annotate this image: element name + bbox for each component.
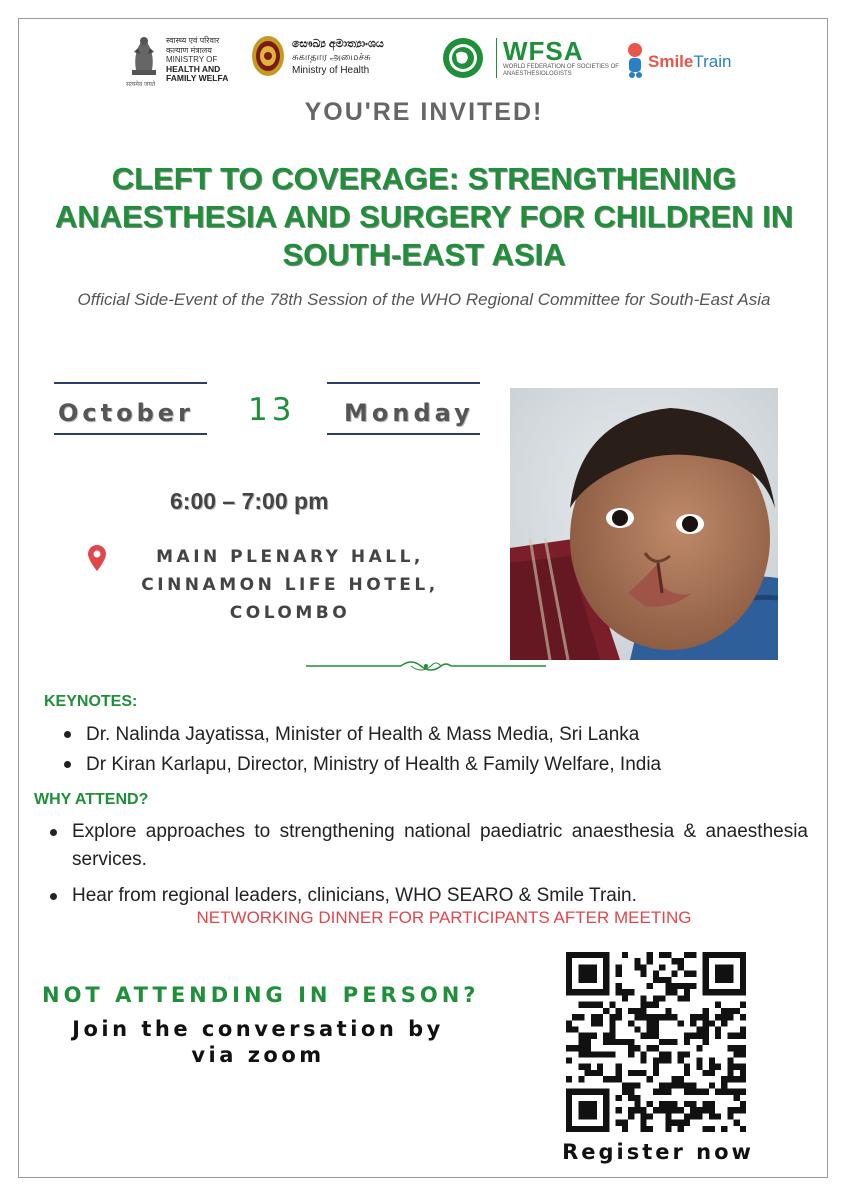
smile-train-smile: Smile [648, 52, 694, 71]
keynotes-heading: KEYNOTES: [44, 693, 138, 710]
event-day: 13 [248, 392, 296, 428]
event-title: CLEFT TO COVERAGE: STRENGTHENING ANAESTHESIA AND SURGERY FOR CHILDREN IN SOUTH-EAST ASIA [54, 161, 794, 272]
venue-line3: COLOMBO [229, 603, 351, 623]
ornamental-divider [306, 658, 546, 674]
networking-note: NETWORKING DINNER FOR PARTICIPANTS AFTER MEETING [196, 908, 692, 927]
date-rule-bottom-left [54, 433, 207, 435]
smile-train-logo-text [648, 52, 731, 72]
india-emblem-icon [128, 32, 160, 80]
wfsa-globe-icon [438, 36, 488, 80]
list-item: Explore approaches to strengthening national paediatric anaesthesia & anaesthesia services. [44, 818, 808, 874]
location-pin-icon [88, 545, 106, 571]
sri-lanka-english: Ministry of Health [292, 65, 370, 76]
event-time: 6:00 – 7:00 pm [170, 488, 329, 514]
keynotes-list [58, 720, 661, 780]
list-item: Dr Kiran Karlapu, Director, Ministry of Health & Family Welfare, India [58, 750, 661, 780]
sri-lanka-tamil: சுகாதார அமைச்சு [292, 52, 371, 63]
india-ministry-line2: HEALTH AND [166, 63, 221, 74]
india-emblem-motto: सत्यमेव जयते [126, 82, 156, 88]
register-now-label[interactable]: Register now [562, 1140, 754, 1164]
date-rule-top-left [54, 382, 207, 384]
india-ministry-line3: FAMILY WELFA [166, 73, 229, 83]
qr-finder-pattern [566, 952, 609, 995]
wfsa-logo-text [496, 38, 619, 78]
sri-lanka-emblem-icon [250, 34, 286, 78]
india-ministry-hindi: स्वास्थ्य एवं परिवार कल्याण मंत्रालय [166, 36, 220, 55]
list-item: Hear from regional leaders, clinicians, WHO SEARO & Smile Train. [44, 882, 808, 910]
venue-line2: CINNAMON LIFE HOTEL, [141, 575, 439, 595]
india-ministry-text [166, 36, 236, 84]
why-attend-heading: WHY ATTEND? [34, 791, 149, 808]
wfsa-line2: ANAESTHESIOLOGISTS [503, 71, 572, 77]
smile-train-mascot-icon [624, 40, 646, 80]
join-line2: via zoom [191, 1043, 325, 1067]
event-weekday: Monday [344, 399, 474, 427]
event-month: October [58, 399, 194, 427]
registration-qr-code[interactable] [566, 952, 746, 1132]
event-subtitle: Official Side-Event of the 78th Session of the WHO Regional Committee for South-East Asia [77, 290, 771, 309]
venue-line1: MAIN PLENARY HALL, [156, 547, 424, 567]
wfsa-line1: WORLD FEDERATION OF SOCIETIES OF [503, 64, 619, 70]
wfsa-acronym: WFSA [503, 36, 584, 66]
smile-train-train: Train [693, 52, 732, 71]
date-rule-top-right [327, 382, 480, 384]
list-item: Dr. Nalinda Jayatissa, Minister of Health & Mass Media, Sri Lanka [58, 720, 661, 750]
sri-lanka-ministry-text [292, 38, 384, 77]
india-ministry-line1: MINISTRY OF [166, 55, 218, 64]
child-photo [510, 388, 778, 660]
qr-finder-pattern [703, 952, 746, 995]
logo-row [0, 30, 848, 88]
why-attend-list [44, 818, 808, 910]
invited-heading: YOU'RE INVITED! [304, 98, 544, 126]
not-attending-heading: NOT ATTENDING IN PERSON? [42, 983, 480, 1007]
join-line1: Join the conversation by [72, 1017, 444, 1041]
sri-lanka-sinhala: සෞඛ්‍ය අමාත්‍යාංශය [292, 38, 384, 50]
date-rule-bottom-right [327, 433, 480, 435]
zoom-join-text [28, 1016, 488, 1068]
qr-finder-pattern [566, 1089, 609, 1132]
event-venue [120, 543, 460, 627]
